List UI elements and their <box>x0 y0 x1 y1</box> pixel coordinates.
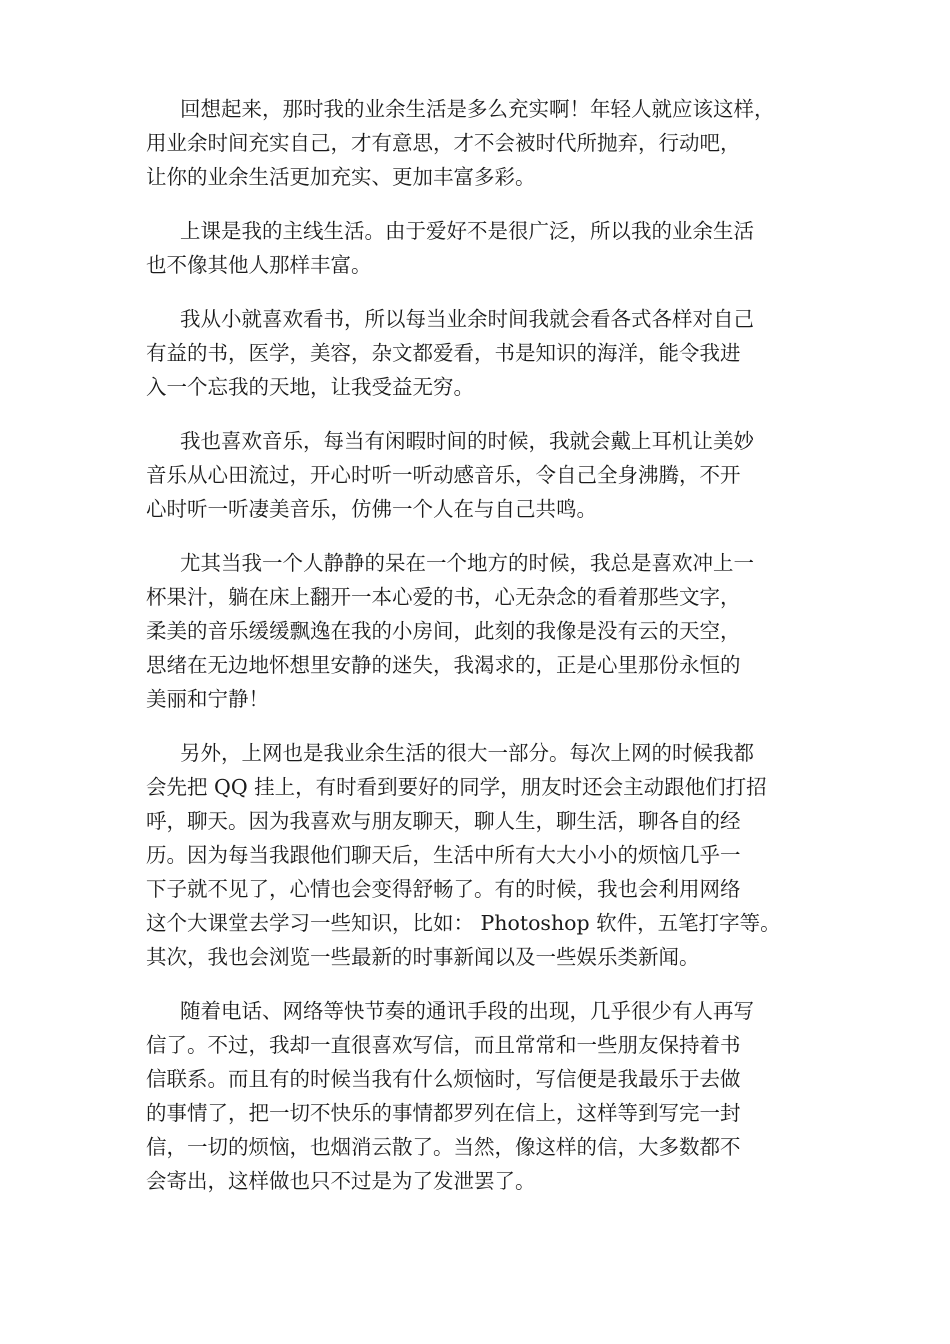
text-line: 尤其当我一个人静静的呆在一个地方的时候，我总是喜欢冲上一 <box>180 551 754 575</box>
text-line: 下子就不见了，心情也会变得舒畅了。有的时候，我也会利用网络 <box>146 877 741 901</box>
text-line: 会先把 QQ 挂上，有时看到要好的同学，朋友时还会主动跟他们打招 <box>146 775 767 799</box>
paragraph-2 <box>146 214 826 282</box>
text-line: 入一个忘我的天地，让我受益无穷。 <box>146 375 474 399</box>
paragraph-3 <box>146 302 826 404</box>
text-line: 信联系。而且有的时候当我有什么烦恼时，写信便是我最乐于去做 <box>146 1067 741 1091</box>
text-line: 我从小就喜欢看书，所以每当业余时间我就会看各式各样对自己 <box>180 307 754 331</box>
text-line: 我也喜欢音乐，每当有闲暇时间的时候，我就会戴上耳机让美妙 <box>180 429 754 453</box>
paragraph-7 <box>146 994 826 1198</box>
text-line: 信，一切的烦恼，也烟消云散了。当然，像这样的信，大多数都不 <box>146 1135 741 1159</box>
text-line: 会寄出，这样做也只不过是为了发泄罢了。 <box>146 1169 536 1193</box>
paragraph-1 <box>146 92 826 194</box>
text-line: 思绪在无边地怀想里安静的迷失，我渴求的，正是心里那份永恒的 <box>146 653 741 677</box>
text-line: 让你的业余生活更加充实、更加丰富多彩。 <box>146 165 536 189</box>
text-line: 用业余时间充实自己，才有意思，才不会被时代所抛弃，行动吧， <box>146 131 741 155</box>
text-line: 信了。不过，我却一直很喜欢写信，而且常常和一些朋友保持着书 <box>146 1033 741 1057</box>
text-line: 随着电话、网络等快节奏的通讯手段的出现，几乎很少有人再写 <box>180 999 754 1023</box>
paragraph-4 <box>146 424 826 526</box>
text-line: 的事情了，把一切不快乐的事情都罗列在信上，这样等到写完一封 <box>146 1101 741 1125</box>
text-line: 柔美的音乐缓缓飘逸在我的小房间，此刻的我像是没有云的天空， <box>146 619 741 643</box>
text-line: 心时听一听凄美音乐，仿佛一个人在与自己共鸣。 <box>146 497 597 521</box>
text-line: 有益的书，医学，美容，杂文都爱看，书是知识的海洋，能令我进 <box>146 341 741 365</box>
text-line: 另外，上网也是我业余生活的很大一部分。每次上网的时候我都 <box>180 741 754 765</box>
text-line: 也不像其他人那样丰富。 <box>146 253 372 277</box>
text-line: 上课是我的主线生活。由于爱好不是很广泛，所以我的业余生活 <box>180 219 754 243</box>
text-line: 其次，我也会浏览一些最新的时事新闻以及一些娱乐类新闻。 <box>146 945 700 969</box>
text-line: 美丽和宁静！ <box>146 687 269 711</box>
paragraph-6 <box>146 736 826 974</box>
document-body <box>146 92 826 1218</box>
text-line: 历。因为每当我跟他们聊天后，生活中所有大大小小的烦恼几乎一 <box>146 843 741 867</box>
text-line: 杯果汁，躺在床上翻开一本心爱的书，心无杂念的看着那些文字， <box>146 585 741 609</box>
text-line: 这个大课堂去学习一些知识，比如： Photoshop 软件，五笔打字等。 <box>146 911 781 935</box>
text-line: 呼，聊天。因为我喜欢与朋友聊天，聊人生，聊生活，聊各自的经 <box>146 809 741 833</box>
text-line: 回想起来，那时我的业余生活是多么充实啊！年轻人就应该这样， <box>180 97 775 121</box>
text-line: 音乐从心田流过，开心时听一听动感音乐，令自己全身沸腾，不开 <box>146 463 741 487</box>
paragraph-5 <box>146 546 826 716</box>
